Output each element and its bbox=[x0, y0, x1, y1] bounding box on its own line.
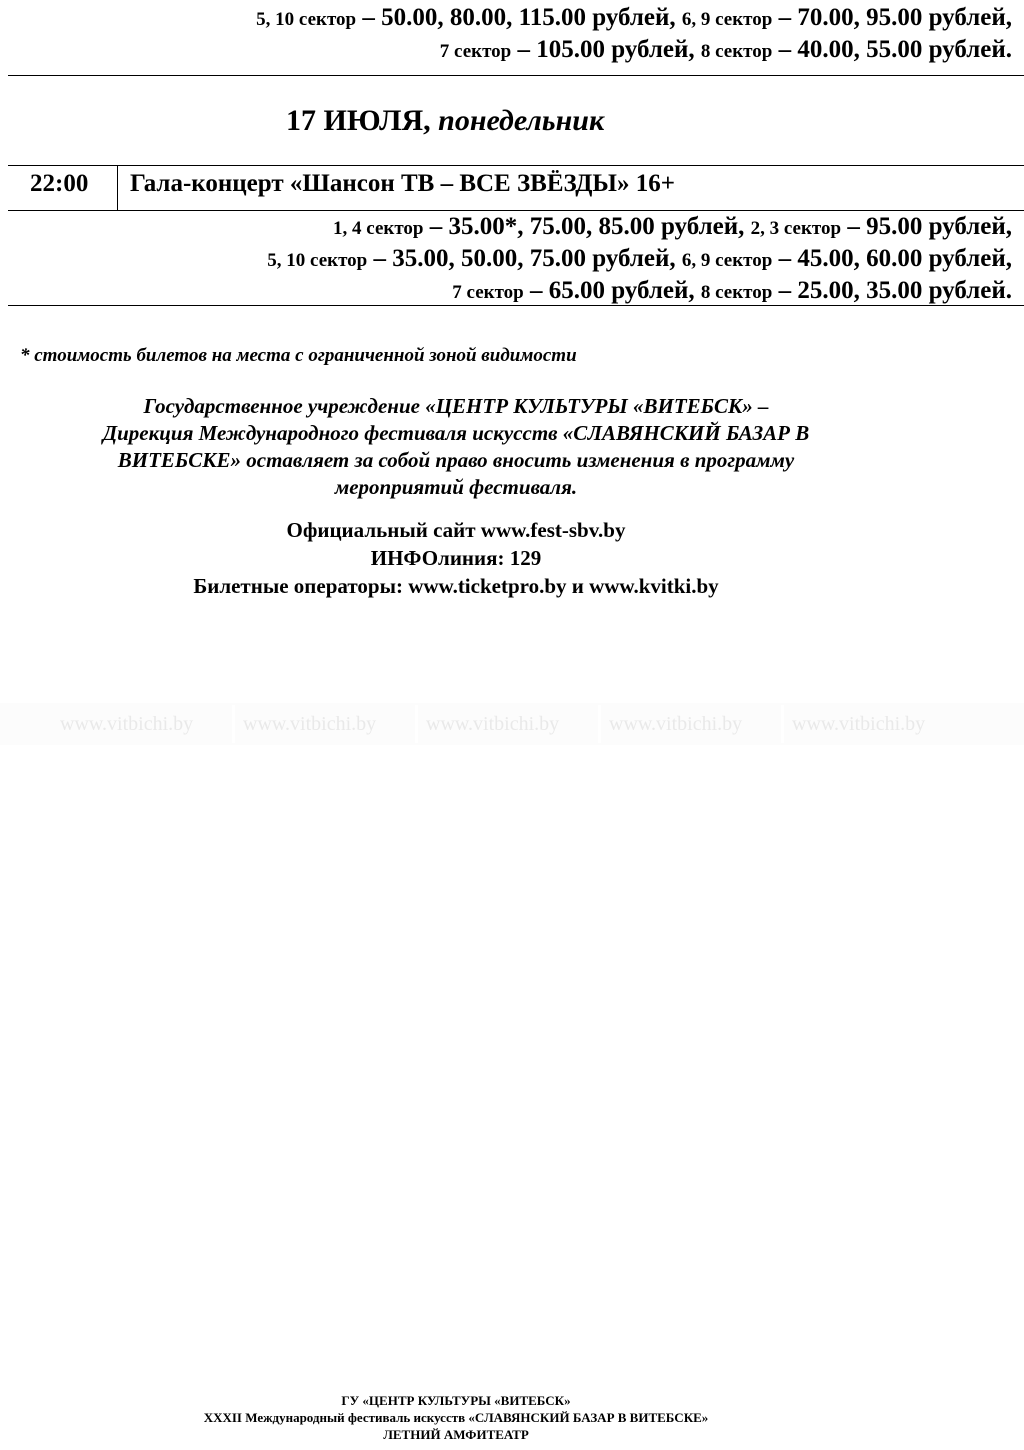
sector-label: 6, 9 сектор bbox=[681, 250, 773, 271]
table-bottom-border bbox=[8, 305, 1024, 306]
table-column-divider bbox=[117, 165, 118, 210]
watermark-separator bbox=[232, 705, 235, 743]
watermark-text: www.vitbichi.by bbox=[609, 713, 743, 735]
price-values: – 40.00, 55.00 рублей. bbox=[772, 36, 1012, 63]
sector-label: 5, 10 сектор bbox=[256, 9, 357, 30]
price-values: – 45.00, 60.00 рублей, bbox=[772, 245, 1012, 272]
disclaimer-line: Дирекция Международного фестиваля искусств «СЛАВЯНСКИЙ БАЗАР В bbox=[102, 421, 810, 445]
price-values: – 25.00, 35.00 рублей. bbox=[772, 277, 1012, 304]
sector-label: 1, 4 сектор bbox=[333, 218, 424, 239]
price-values: – 105.00 рублей, bbox=[511, 36, 701, 63]
day-date: 17 ИЮЛЯ, bbox=[286, 104, 439, 137]
disclaimer-line: ВИТЕБСКЕ» оставляет за собой право вносить изменения в программу bbox=[117, 448, 795, 472]
watermark-text: www.vitbichi.by bbox=[243, 713, 377, 735]
price-values: – 95.00 рублей, bbox=[841, 213, 1012, 240]
price-values: – 35.00*, 75.00, 85.00 рублей, bbox=[423, 213, 751, 240]
watermark-separator bbox=[781, 705, 784, 743]
footer-line: XXXII Международный фестиваль искусств «СЛАВЯНСКИЙ БАЗАР В ВИТЕБСКЕ» bbox=[203, 1410, 709, 1425]
table-top-border bbox=[8, 165, 1024, 166]
divider bbox=[8, 75, 1024, 76]
sector-label: 7 сектор bbox=[439, 41, 512, 62]
sector-label: 6, 9 сектор bbox=[681, 9, 773, 30]
sector-label: 5, 10 сектор bbox=[267, 250, 368, 271]
footnote: * стоимость билетов на места с ограниченной зоной видимости bbox=[20, 345, 577, 366]
ticket-operators: Билетные операторы: www.ticketpro.by и www.kvitki.by bbox=[193, 574, 719, 598]
disclaimer bbox=[0, 393, 912, 501]
disclaimer-line: Государственное учреждение «ЦЕНТР КУЛЬТУРЫ «ВИТЕБСК» – bbox=[143, 394, 769, 418]
disclaimer-line: мероприятий фестиваля. bbox=[334, 475, 578, 499]
day-heading bbox=[286, 104, 604, 138]
event-price-line-1 bbox=[333, 213, 1012, 241]
footer-line: ЛЕТНИЙ АМФИТЕАТР bbox=[383, 1427, 529, 1442]
watermark-separator bbox=[598, 705, 601, 743]
event-price-line-3 bbox=[452, 277, 1012, 305]
price-values: – 50.00, 80.00, 115.00 рублей, bbox=[356, 4, 682, 31]
price-values: – 65.00 рублей, bbox=[523, 277, 701, 304]
watermark-text: www.vitbichi.by bbox=[792, 713, 926, 735]
sector-label: 2, 3 сектор bbox=[750, 218, 842, 239]
watermark-text: www.vitbichi.by bbox=[60, 713, 194, 735]
infoline: ИНФОлиния: 129 bbox=[370, 546, 542, 570]
top-price-line-1 bbox=[256, 4, 1012, 32]
price-values: – 35.00, 50.00, 75.00 рублей, bbox=[367, 245, 682, 272]
contacts bbox=[0, 516, 912, 600]
table-row-border bbox=[8, 210, 1024, 211]
footer-line: ГУ «ЦЕНТР КУЛЬТУРЫ «ВИТЕБСК» bbox=[341, 1393, 571, 1408]
watermark-separator bbox=[415, 705, 418, 743]
top-price-line-2 bbox=[440, 36, 1012, 64]
day-weekday: понедельник bbox=[438, 104, 605, 137]
event-price-line-2 bbox=[267, 245, 1012, 273]
event-time: 22:00 bbox=[30, 170, 89, 197]
watermark-text: www.vitbichi.by bbox=[426, 713, 560, 735]
sector-label: 7 сектор bbox=[452, 282, 524, 303]
page-footer bbox=[0, 1392, 912, 1443]
sector-label: 8 сектор bbox=[700, 282, 773, 303]
sector-label: 8 сектор bbox=[700, 41, 773, 62]
official-site: Официальный сайт www.fest-sbv.by bbox=[286, 518, 626, 542]
price-values: – 70.00, 95.00 рублей, bbox=[772, 4, 1012, 31]
event-title: Гала-концерт «Шансон ТВ – ВСЕ ЗВЁЗДЫ» 16+ bbox=[130, 170, 675, 197]
